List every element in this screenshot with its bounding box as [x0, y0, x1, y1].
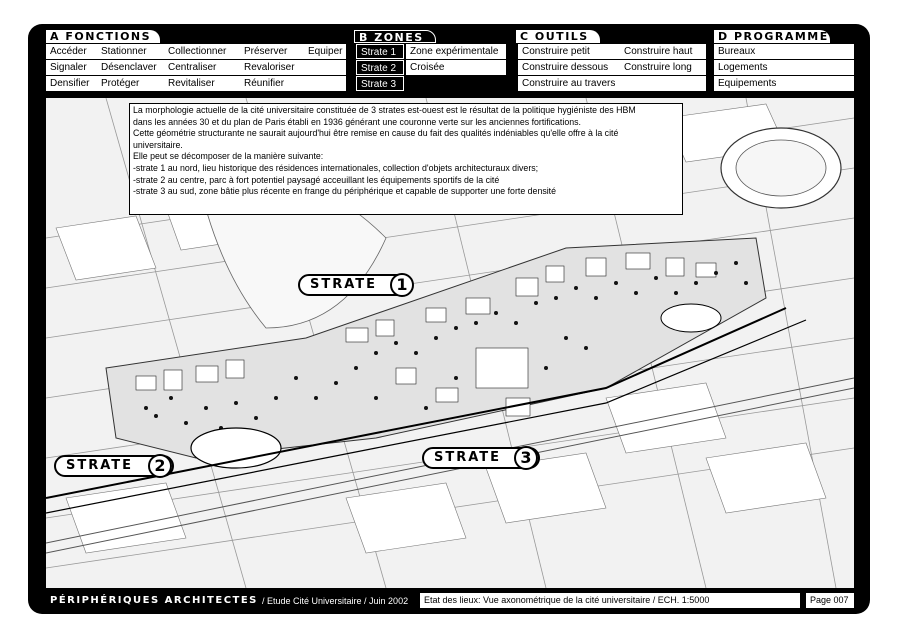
description-line: universitaire.	[133, 139, 183, 150]
strate-3-text: STRATE	[434, 450, 502, 465]
description-box	[129, 103, 683, 215]
panel-c-title: C OUTILS	[516, 30, 600, 43]
function-reunifier[interactable]: Réunifier	[240, 76, 346, 91]
tool-construire-dessous[interactable]: Construire dessous	[518, 60, 620, 75]
program-equipements[interactable]: Equipements	[714, 76, 854, 91]
footer-page-number: Page 007	[806, 593, 854, 608]
function-equiper[interactable]: Equiper	[304, 44, 346, 59]
function-densifier[interactable]: Densifier	[46, 76, 97, 91]
function-revitaliser[interactable]: Revitaliser	[164, 76, 240, 91]
description-line: dans les années 30 et du plan de Paris établi en 1936 générant une couronne verte sur les anciennes fortifications.	[133, 116, 581, 127]
strate-1-number: 1	[390, 273, 414, 297]
program-bureaux[interactable]: Bureaux	[714, 44, 854, 59]
strate-2-number: 2	[148, 454, 172, 478]
function-preserver[interactable]: Préserver	[240, 44, 304, 59]
zone-experimentale[interactable]: Zone expérimentale	[406, 44, 506, 59]
strate-1-text: STRATE	[310, 277, 378, 292]
tool-construire-long[interactable]: Construire long	[620, 60, 706, 75]
tool-construire-au-travers[interactable]: Construire au travers	[518, 76, 706, 91]
panel-d-title: D PROGRAMME	[714, 30, 830, 43]
function-stationner[interactable]: Stationner	[97, 44, 164, 59]
function-acceder[interactable]: Accéder	[46, 44, 97, 59]
panel-b-title: B ZONES	[354, 30, 436, 43]
tool-construire-petit[interactable]: Construire petit	[518, 44, 620, 59]
description-line: Cette géométrie structurante ne saurait aujourd'hui être remise en cause du fait des qualités indéniables qu'elle offre à la cité	[133, 128, 619, 139]
panel-a-title: A FONCTIONS	[46, 30, 160, 43]
function-proteger[interactable]: Protéger	[97, 76, 164, 91]
function-centraliser[interactable]: Centraliser	[164, 60, 240, 75]
strate-3-number: 3	[514, 446, 538, 470]
description-line: La morphologie actuelle de la cité universitaire constituée de 3 strates est-ouest est le résultat de la politique hygiéniste des HBM	[133, 105, 636, 115]
tool-construire-haut[interactable]: Construire haut	[620, 44, 706, 59]
program-logements[interactable]: Logements	[714, 60, 854, 75]
function-revaloriser[interactable]: Revaloriser	[240, 60, 346, 75]
footer-firm-name: PÉRIPHÉRIQUES ARCHITECTES	[50, 595, 258, 606]
zone-strate-3[interactable]: Strate 3	[356, 76, 404, 91]
zone-croisee[interactable]: Croisée	[406, 60, 506, 75]
zone-strate-2[interactable]: Strate 2	[356, 60, 404, 75]
zone-strate-1[interactable]: Strate 1	[356, 44, 404, 59]
function-desenclaver[interactable]: Désenclaver	[97, 60, 164, 75]
description-line: Elle peut se décomposer de la manière suivante:	[133, 151, 324, 162]
function-signaler[interactable]: Signaler	[46, 60, 97, 75]
footer-caption: Etat des lieux: Vue axonométrique de la cité universitaire / ECH. 1:5000	[420, 593, 800, 608]
footer-study: / Etude Cité Universitaire / Juin 2002	[262, 596, 409, 606]
description-line: -strate 2 au centre, parc à fort potentiel paysagé acceuillant les équipements sportifs de la cité	[133, 174, 500, 185]
description-line: -strate 1 au nord, lieu historique des résidences internationales, collection d'objets architecturaux divers;	[133, 162, 539, 173]
strate-2-text: STRATE	[66, 458, 134, 473]
description-line: -strate 3 au sud, zone bâtie plus récente en frange du périphérique et capable de supporter une forte densité	[133, 186, 557, 197]
function-collectionner[interactable]: Collectionner	[164, 44, 240, 59]
